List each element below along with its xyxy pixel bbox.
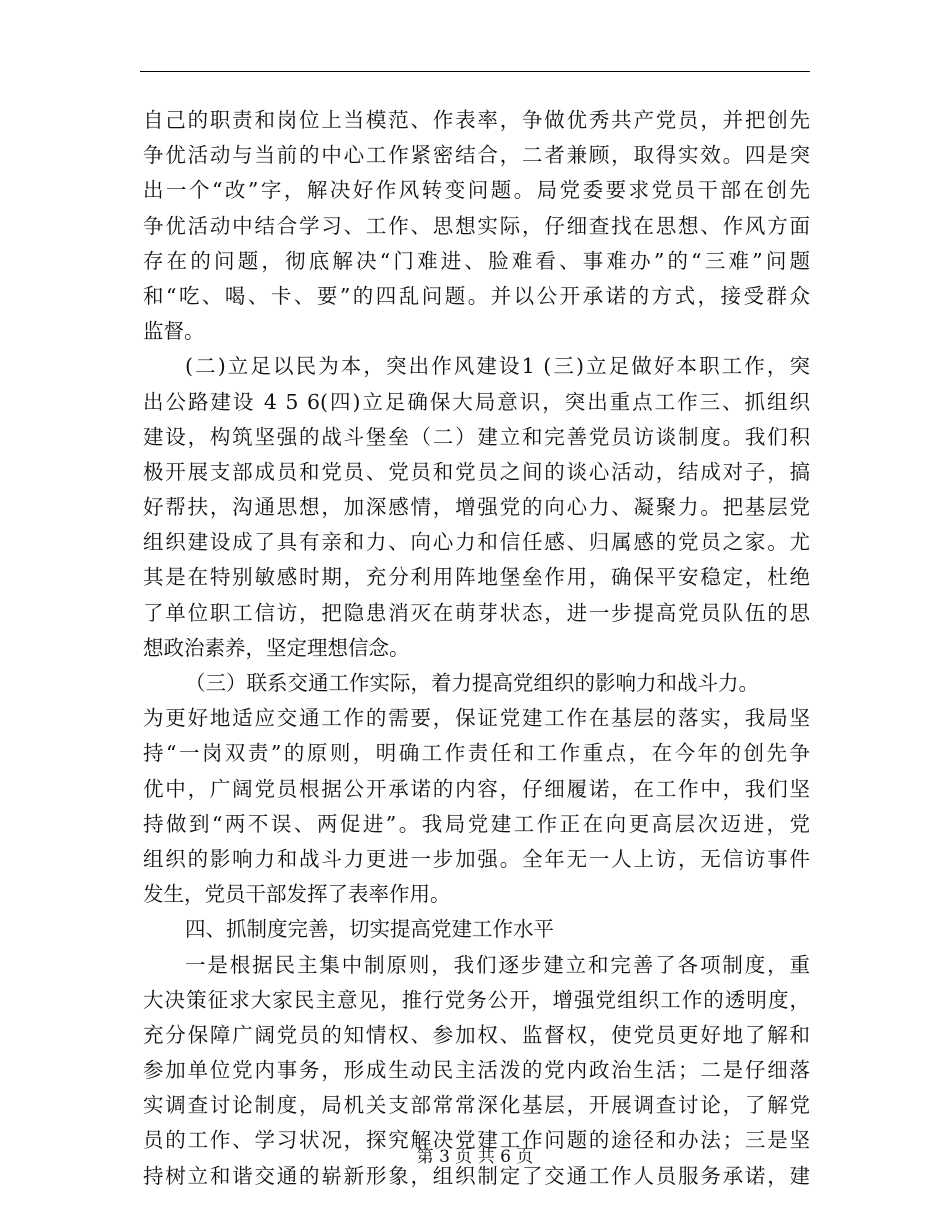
text-line: (二)立足以民为本，突出作风建设1 (三)立足做好本职工作，突	[185, 354, 810, 379]
header-rule	[140, 71, 810, 72]
text-line: 想政治素养，坚定理想信念。	[143, 635, 410, 660]
text-line: 持树立和谐交通的崭新形象，组织制定了交通工作人员服务承诺，建	[143, 1163, 810, 1188]
text-line: 自己的职责和岗位上当模范、作表率，争做优秀共产党员，并把创先	[143, 108, 810, 132]
text-line: 争优活动中结合学习、工作、思想实际，仔细查找在思想、作风方面	[143, 213, 810, 238]
text-line: 员的工作、学习状况，探究解决党建工作问题的途径和办法；三是坚	[143, 1128, 810, 1153]
section-heading: 四、抓制度完善，切实提高党建工作水平	[185, 917, 554, 942]
text-line: 了单位职工信访，把隐患消灭在萌芽状态，进一步提高党员队伍的思	[143, 600, 810, 625]
text-line: 持“一岗双责”的原则，明确工作责任和工作重点，在今年的创先争	[143, 741, 810, 766]
text-line: 存在的问题，彻底解决“门难进、脸难看、事难办”的“三难”问题	[143, 248, 810, 273]
text-line: 组织建设成了具有亲和力、向心力和信任感、归属感的党员之家。尤	[143, 530, 810, 555]
text-line: 持做到“两不误、两促进”。我局党建工作正在向更高层次迈进，党	[143, 811, 810, 836]
text-line: 实调查讨论制度，局机关支部常常深化基层，开展调查讨论，了解党	[143, 1093, 810, 1118]
text-line: 一是根据民主集中制原则，我们逐步建立和完善了各项制度，重	[185, 952, 810, 977]
text-line: 争优活动与当前的中心工作紧密结合，二者兼顾，取得实效。四是突	[143, 143, 810, 168]
text-line: 极开展支部成员和党员、党员和党员之间的谈心活动，结成对子，搞	[143, 459, 810, 484]
text-line: 充分保障广阔党员的知情权、参加权、监督权，使党员更好地了解和	[143, 1022, 810, 1047]
text-line: 参加单位党内事务，形成生动民主活泼的党内政治生活；二是仔细落	[143, 1058, 810, 1083]
text-line: 为更好地适应交通工作的需要，保证党建工作在基层的落实，我局坚	[143, 706, 810, 731]
text-line: 建设，构筑坚强的战斗堡垒（二）建立和完善党员访谈制度。我们积	[143, 424, 810, 449]
document-body	[143, 103, 810, 1194]
text-line: 优中，广阔党员根据公开承诺的内容，仔细履诺，在工作中，我们坚	[143, 776, 810, 801]
text-line: 大决策征求大家民主意见，推行党务公开，增强党组织工作的透明度，	[143, 987, 810, 1012]
text-line: 监督。	[143, 319, 205, 344]
text-line: 和“吃、喝、卡、要”的四乱问题。并以公开承诺的方式，接受群众	[143, 283, 810, 308]
text-line: （三）联系交通工作实际，着力提高党组织的影响力和战斗力。	[185, 671, 759, 695]
page-number: 第 3 页 共 6 页	[416, 1147, 534, 1167]
text-line: 出公路建设 4 5 6(四)立足确保大局意识，突出重点工作三、抓组织	[143, 389, 810, 414]
text-line: 好帮扶，沟通思想，加深感情，增强党的向心力、凝聚力。把基层党	[143, 495, 810, 520]
text-line: 发生，党员干部发挥了表率作用。	[143, 882, 451, 907]
text-line: 组织的影响力和战斗力更进一步加强。全年无一人上访，无信访事件	[143, 846, 810, 871]
text-line: 出一个“改”字，解决好作风转变问题。局党委要求党员干部在创先	[143, 178, 810, 203]
text-line: 其是在特别敏感时期，充分利用阵地堡垒作用，确保平安稳定，杜绝	[143, 565, 810, 590]
